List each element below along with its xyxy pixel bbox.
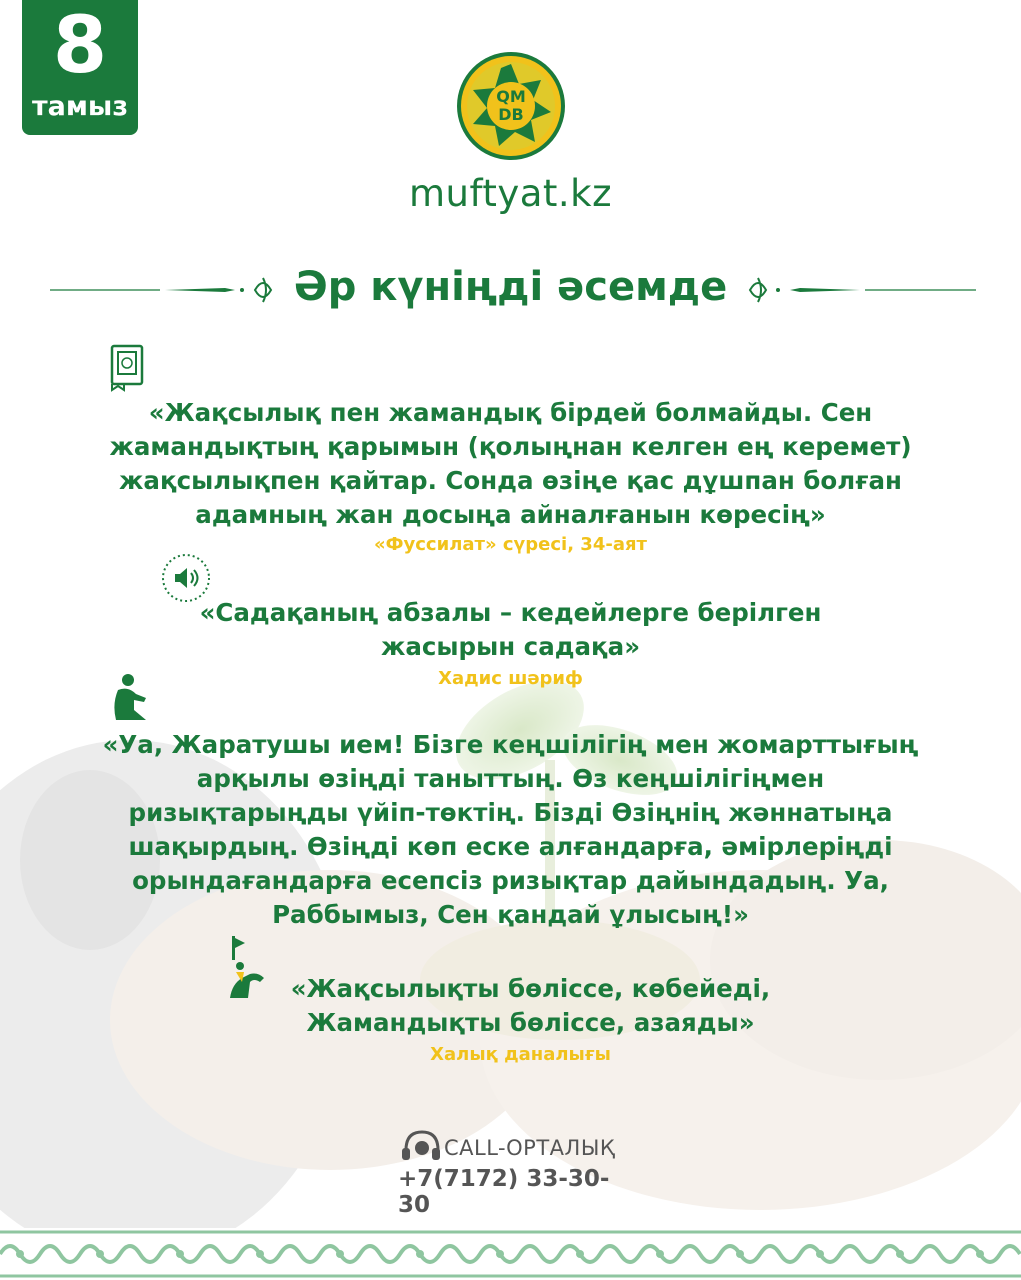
dua-quote-line: шақырдың. Өзіңді көп еске алғандарға, әмірлеріңді [128,832,893,861]
date-day: 8 [52,1,108,91]
quran-quote-line: «Жақсылық пен жамандық бірдей болмайды. Сен [148,398,873,427]
wisdom-section [20,972,1021,1068]
quran-quote-line: жақсылықпен қайтар. Сонда өзіңе қас дұшпан болған [119,466,902,495]
dua-quote-line: Раббымыз, Сен қандай ұлысың!» [272,900,749,929]
muftyat-logo-icon[interactable] [455,50,567,162]
call-center-phone[interactable]: +7(7172) 33-30-30 [398,1166,610,1218]
dua-quote-line: орындағандарға есепсіз ризықтар дайындадың. Уа, [132,866,889,895]
hadith-section [0,596,1021,692]
title-row [0,258,1021,318]
wisdom-quote-line: Жамандықты бөліссе, азаяды» [306,1008,755,1037]
page-title: Әр күніңді әсемде [293,264,728,310]
dua-quote-line: «Уа, Жаратушы ием! Бізге кеңшілігің мен жомарттығың [102,730,919,759]
logo-letters-top: QM [496,87,526,106]
date-month: тамыз [31,91,129,122]
logo-letters-bottom: DB [498,105,524,124]
hadith-source: Хадис шәриф [438,668,583,689]
ornamental-border [0,1228,1021,1280]
quran-section [0,396,1021,558]
wisdom-quote-line: «Жақсылықты бөліссе, көбейеді, [290,974,771,1003]
date-badge [22,0,138,135]
call-center-label: CALL-ОРТАЛЫҚ [444,1136,616,1160]
hadith-quote-line: «Садақаның абзалы – кедейлерге берілген [199,598,822,627]
headset-icon [400,1128,440,1166]
right-ornament-icon [740,258,980,318]
quran-quote-line: жамандықтың қарымын (қолыңнан келген ең керемет) [109,432,912,461]
quran-book-icon [110,344,146,392]
dua-section [0,728,1021,932]
praying-person-icon [112,672,152,724]
quran-quote-line: адамның жан досыңа айналғанын көресің» [195,500,826,529]
dua-quote-line: ризықтарыңды үйіп-төктің. Бізді Өзіңнің жәннатыңа [128,798,893,827]
hadith-quote-line: жасырын садақа» [380,632,641,661]
site-name[interactable]: muftyat.kz [408,172,613,215]
call-center[interactable] [398,1128,638,1218]
dua-quote-line: арқылы өзіңді таныттың. Өз кеңшілігіңмен [196,764,825,793]
wisdom-source: Халық даналығы [430,1044,611,1065]
quran-source: «Фуссилат» сүресі, 34-аят [374,534,647,555]
